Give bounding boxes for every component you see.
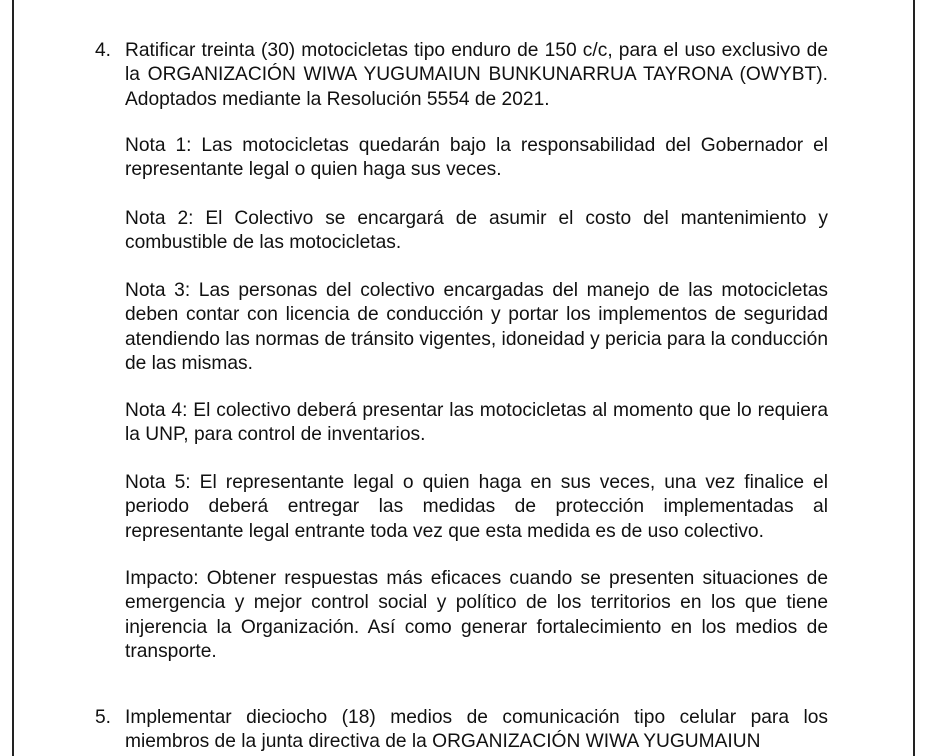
list-item-5 — [95, 706, 828, 755]
list-item-4 — [95, 39, 828, 112]
note-1: Nota 1: Las motocicletas quedarán bajo la responsabilidad del Gobernador el representante legal o quien haga sus veces. — [125, 135, 828, 181]
item-text: Implementar dieciocho (18) medios de comunicación tipo celular para los miembros de la junta directiva de la ORGANIZACIÓN WIWA YUGUMAIUN — [125, 707, 828, 753]
note-3: Nota 3: Las personas del colectivo encargadas del manejo de las motocicletas deben contar con licencia de conducción y portar los implementos de seguridad atendiendo las normas de tránsito vigentes, idoneidad y pericia para la conducción de las mismas. — [125, 280, 828, 375]
note-2: Nota 2: El Colectivo se encargará de asumir el costo del mantenimiento y combustible de las motocicletas. — [125, 208, 828, 254]
note-4: Nota 4: El colectivo deberá presentar las motocicletas al momento que lo requiera la UNP, para control de inventarios. — [125, 400, 828, 446]
item-text: Ratificar treinta (30) motocicletas tipo enduro de 150 c/c, para el uso exclusivo de la ORGANIZACIÓN WIWA YUGUMAIUN BUNKUNARRUA TAYRONA (OWYBT). Adoptados mediante la Resolución 5554 de 2021. — [125, 40, 828, 110]
item-number: 5. — [95, 707, 112, 728]
note-5: Nota 5: El representante legal o quien haga en sus veces, una vez finalice el periodo deberá entregar las medidas de protección implementadas al representante legal entrante toda vez que esta medida es de uso colectivo. — [125, 472, 828, 542]
item-number: 4. — [95, 40, 112, 61]
impact-paragraph: Impacto: Obtener respuestas más eficaces cuando se presenten situaciones de emergencia y mejor control social y político de los territorios en los que tiene injerencia la Organización. Así como generar fortalecimiento en los medios de transporte. — [125, 568, 828, 663]
